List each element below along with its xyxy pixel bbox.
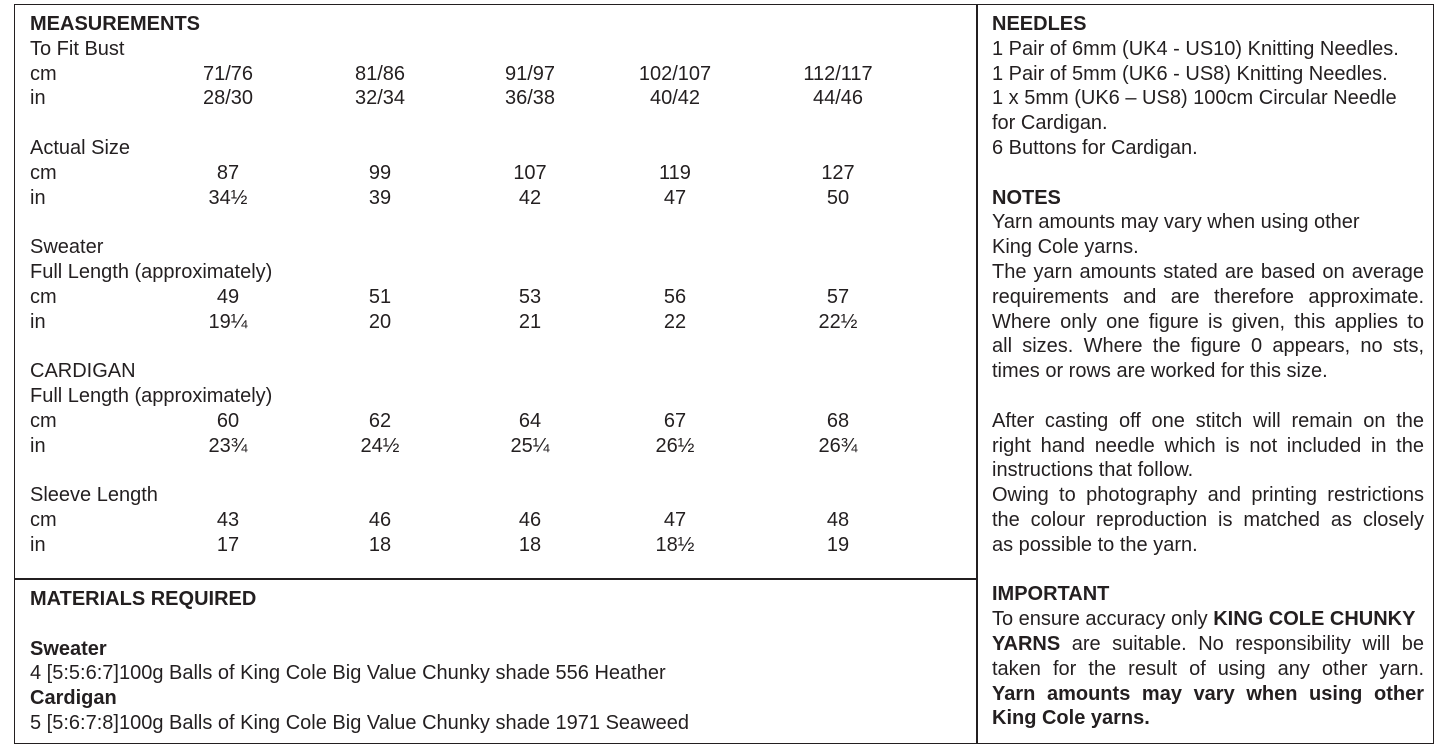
sweater-yarn: 4 [5:5:6:7]100g Balls of King Cole Big Value Chunky shade 556 Heather [30,662,666,685]
measurement-value: 42 [518,186,542,209]
unit-label: cm [30,285,57,308]
sweater-label: Sweater [30,637,107,660]
measurement-value: 107 [513,161,547,184]
measurement-value: 22 [663,310,687,333]
unit-label: in [30,186,46,209]
measurement-value: 47 [663,509,687,531]
measurement-value: 26½ [655,434,695,457]
needles-line: 1 Pair of 6mm (UK4 - US10) Knitting Needles. [992,37,1399,60]
measurement-value: 49 [216,285,240,308]
measurement-value: 23¾ [208,434,248,457]
section-title: Sleeve Length [30,484,158,507]
column-divider [976,4,978,744]
unit-label: cm [30,161,57,184]
measurements-heading: MEASUREMENTS [30,13,201,35]
cardigan-label: Cardigan [30,687,117,710]
needles-line: 6 Buttons for Cardigan. [992,137,1198,159]
measurement-value: 87 [216,161,240,184]
measurement-value: 67 [663,409,687,432]
measurement-value: 43 [216,509,240,531]
section-divider [14,578,977,580]
needles-heading: NEEDLES [992,13,1087,35]
important-text: To ensure accuracy only [992,608,1214,631]
measurement-value: 26¾ [818,434,858,457]
measurement-value: 19 [826,533,850,556]
notes-line: King Cole yarns. [992,236,1139,259]
measurement-value: 91/97 [504,62,556,85]
notes-line: Owing to photography and printing restrictions [992,484,1424,507]
measurement-value: 68 [826,409,850,432]
measurement-value: 112/117 [803,62,873,85]
notes-line: instructions that follow. [992,459,1194,482]
notes-line: The yarn amounts stated are based on average [992,261,1424,283]
measurement-value: 48 [826,509,850,531]
section-title: Sweater [30,236,104,259]
unit-label: cm [30,409,57,432]
measurement-value: 47 [663,186,687,209]
materials-heading: MATERIALS REQUIRED [30,588,257,610]
measurement-value: 36/38 [504,87,556,110]
unit-label: in [30,533,46,556]
unit-label: in [30,310,46,333]
measurement-value: 81/86 [354,62,406,85]
measurement-value: 39 [368,186,392,209]
important-brand: YARNS [992,633,1061,655]
measurement-value: 46 [368,509,392,531]
measurement-value: 18½ [655,533,695,556]
notes-line: Where only one figure is given, this applies to [992,310,1424,333]
measurement-value: 57 [826,285,850,308]
unit-label: cm [30,62,57,85]
measurement-value: 20 [368,310,392,333]
section-title: CARDIGAN [30,360,136,383]
section-title: To Fit Bust [30,37,125,60]
measurement-value: 64 [518,409,542,432]
measurement-value: 71/76 [202,62,254,85]
measurement-value: 46 [518,509,542,531]
notes-line: times or rows are worked for this size. [992,360,1328,383]
notes-line: Yarn amounts may vary when using other [992,211,1360,234]
measurement-value: 34½ [208,186,248,209]
notes-line: the colour reproduction is matched as closely [992,509,1424,531]
important-heading: IMPORTANT [992,583,1110,606]
measurement-value: 21 [518,310,542,333]
section-title: Full Length (approximately) [30,385,273,407]
notes-line: After casting off one stitch will remain on the [992,409,1424,432]
measurement-value: 19¼ [208,310,248,333]
unit-label: in [30,434,46,457]
measurement-value: 102/107 [638,62,712,85]
cardigan-yarn: 5 [5:6:7:8]100g Balls of King Cole Big Value Chunky shade 1971 Seaweed [30,712,689,734]
important-warning: Yarn amounts may vary when using other [992,682,1424,705]
measurement-value: 24½ [360,434,400,457]
notes-line: right hand needle which is not included in the [992,434,1424,457]
measurement-value: 53 [518,285,542,308]
notes-line: as possible to the yarn. [992,533,1198,556]
important-warning: King Cole yarns. [992,707,1150,730]
unit-label: cm [30,509,57,531]
measurement-value: 99 [368,161,392,184]
measurement-value: 119 [659,161,691,184]
measurement-value: 22½ [818,310,858,333]
important-line [992,607,1415,632]
measurement-value: 50 [826,186,850,209]
section-title: Actual Size [30,137,131,159]
measurement-value: 44/46 [812,87,864,110]
needles-line: 1 Pair of 5mm (UK6 - US8) Knitting Needles. [992,62,1388,85]
measurement-value: 62 [368,409,392,432]
measurement-value: 56 [663,285,687,308]
important-brand: KING COLE CHUNKY [1213,608,1416,631]
measurement-value: 60 [216,409,240,432]
measurement-value: 127 [821,161,855,184]
needles-line: 1 x 5mm (UK6 – US8) 100cm Circular Needle [992,87,1397,110]
important-line: taken for the result of using any other yarn. [992,657,1424,680]
measurement-value: 25¼ [510,434,550,457]
measurement-value: 18 [368,533,392,556]
measurement-value: 51 [368,285,392,308]
notes-line: requirements and are therefore approximate. [992,285,1424,308]
notes-heading: NOTES [992,186,1061,209]
needles-line: for Cardigan. [992,112,1108,135]
measurement-value: 17 [216,533,240,556]
notes-line: all sizes. Where the figure 0 appears, no sts, [992,335,1424,358]
section-title: Full Length (approximately) [30,261,273,283]
measurement-value: 18 [518,533,542,556]
important-text: are suitable. No responsibility will be [1060,633,1424,655]
measurement-value: 32/34 [354,87,406,110]
measurement-value: 40/42 [649,87,701,110]
important-line [992,632,1424,657]
measurement-value: 28/30 [202,87,254,110]
unit-label: in [30,87,46,110]
